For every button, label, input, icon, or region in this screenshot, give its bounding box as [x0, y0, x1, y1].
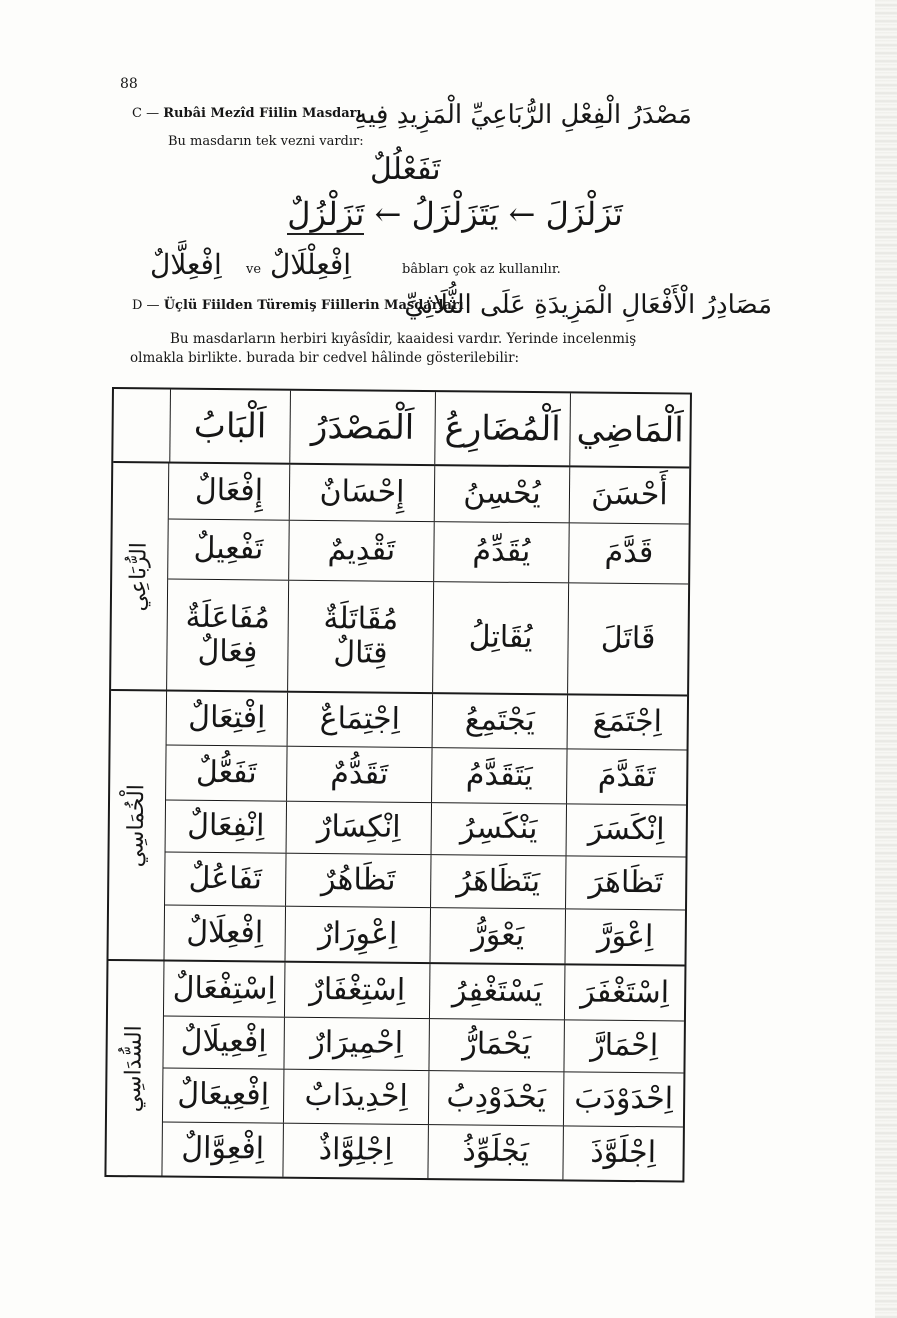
- table-row: [168, 520, 689, 585]
- masdar-form: اِجْلِوَّاذٌ: [318, 1132, 393, 1168]
- cell-bab: [168, 520, 289, 580]
- cell-madi: اِحْمَارَّ: [563, 1021, 683, 1073]
- cell-madi: اِجْتَمَعَ: [567, 695, 687, 749]
- table-row: [163, 1017, 683, 1074]
- section-c-arabic-title: مَصْدَرُ الْفِعْلِ الرُّبَاعِيِّ الْمَزِيدِ فِيهِ: [354, 100, 692, 130]
- cell-mudari: يَتَظَاهَرُ: [430, 855, 565, 909]
- cell-bab: [166, 801, 286, 853]
- bab-form: اِفْعِيعَالٌ: [177, 1076, 270, 1113]
- single-form-pattern: تَفَعْلُلٌ: [370, 152, 441, 187]
- masdar-form: تَقَدُّمٌ: [330, 755, 389, 792]
- table-row: [167, 692, 687, 751]
- header-mudari: اَلْمُضَارِعُ: [434, 392, 570, 465]
- cell-bab: [167, 580, 288, 691]
- cell-bab: [169, 464, 290, 520]
- masdar-form: اِعْوِرَارٌ: [318, 915, 398, 952]
- section-c-title-text: Rubâi Mezîd Fiilin Masdarı: [163, 106, 362, 121]
- cell-bab: [167, 692, 287, 746]
- table-row: [167, 580, 688, 695]
- bab-form: فِعَالٌ: [197, 633, 258, 670]
- rare-forms-line: [150, 248, 580, 292]
- masdar-form: قِتَالٌ: [333, 635, 388, 671]
- bab-form: إِفْعَالٌ: [194, 473, 264, 509]
- cell-madi: أَحْسَنَ: [569, 467, 690, 523]
- cell-masdar: [287, 693, 432, 747]
- cell-madi: اِحْدَوْدَبَ: [563, 1072, 683, 1126]
- cell-mudari: يَعْوَرُّ: [429, 908, 565, 963]
- bab-form: اِفْتِعَالٌ: [188, 699, 266, 736]
- cell-madi: اِعْوَرَّ: [564, 910, 685, 965]
- cell-masdar: [285, 907, 431, 962]
- derivation-present: يَتَزَلْزَلُ: [411, 195, 499, 233]
- cell-masdar: [289, 465, 435, 521]
- masdar-form: اِجْتِمَاعٌ: [319, 701, 401, 737]
- bab-form: اِسْتِفْعَالٌ: [172, 970, 276, 1007]
- masdar-table: [104, 387, 692, 1183]
- cell-bab: [164, 962, 285, 1018]
- table-row: [165, 852, 685, 911]
- cell-bab: [163, 1069, 283, 1123]
- table-row: [164, 962, 685, 1022]
- derivation-arrow-1: ←: [508, 195, 536, 233]
- group-rubai: [111, 463, 689, 695]
- masdar-form: اِحْدِيدَابٌ: [304, 1077, 409, 1114]
- section-c-note: Bu masdarın tek vezni vardır:: [168, 134, 364, 149]
- cell-masdar: [286, 746, 432, 802]
- header-madi: اَلْمَاضِي: [569, 393, 690, 466]
- group-khumasi: [109, 689, 688, 965]
- rare-form-1: اِفْعِلَّالٌ: [150, 248, 222, 281]
- cell-madi: اِنْكَسَرَ: [566, 805, 686, 857]
- cell-mudari: يُحْسِنُ: [434, 466, 570, 522]
- cell-mudari: يَسْتَغْفِرُ: [429, 964, 565, 1020]
- group-sudasi-rows: [162, 962, 684, 1181]
- cell-masdar: [282, 1123, 428, 1178]
- masdar-form: اِحْمِيرَارٌ: [310, 1025, 404, 1062]
- table-row: [165, 906, 685, 965]
- bab-form: اِفْعِيلَالٌ: [180, 1024, 267, 1060]
- table-row: [166, 801, 686, 858]
- group-label-sudasi: السُّدَاسِي: [104, 961, 164, 1176]
- cell-madi: تَظَاهَرَ: [565, 856, 685, 910]
- derivation-masdar: تَزَلْزُلٌ: [287, 195, 365, 233]
- cell-madi: اِسْتَغْفَرَ: [564, 965, 685, 1021]
- section-c-letter: C —: [132, 106, 160, 121]
- cell-mudari: يَتَقَدَّمُ: [431, 748, 567, 804]
- section-d-title-text: Üçlü Fiilden Türemiş Fiillerin Masdarları: [163, 298, 464, 313]
- section-d-arabic-title: مَصَادِرُ الْأَفْعَالِ الْمَزِيدَةِ عَلَى الثُّلَاثِيِّ: [404, 290, 772, 320]
- cell-masdar: [285, 853, 430, 907]
- bab-form: اِنْفِعَالٌ: [186, 807, 265, 844]
- cell-bab: [163, 1017, 283, 1069]
- cell-bab: [165, 906, 286, 961]
- bab-form: تَفْعِيلٌ: [193, 531, 264, 567]
- cell-masdar: [284, 963, 430, 1019]
- page-number: 88: [120, 76, 138, 92]
- section-d-heading: [132, 290, 772, 334]
- cell-masdar: [283, 1018, 428, 1070]
- section-d-letter: D —: [132, 298, 160, 313]
- section-c-title: [132, 106, 361, 121]
- header-bab: اَلْبَابُ: [169, 390, 290, 463]
- masdar-form: اِنْكِسَارٌ: [316, 809, 401, 846]
- cell-madi: قَدَّمَ: [568, 523, 689, 583]
- bab-form: اِفْعِلَالٌ: [186, 914, 264, 951]
- cell-mudari: يَنْكَسِرُ: [431, 803, 566, 855]
- bab-form: مُفَاعَلَةٌ: [185, 599, 271, 636]
- intro-line-2: olmakla birlikte. burada bir cedvel hâlinde gösterilebilir:: [130, 350, 520, 366]
- section-d-intro: [130, 330, 730, 368]
- cell-mudari: يَجْلَوِّذُ: [427, 1125, 563, 1180]
- masdar-form: تَقْدِيمٌ: [327, 532, 396, 568]
- group-label-khumasi: الْخُمَاسِي: [107, 691, 168, 960]
- masdar-form: تَظَاهُرٌ: [320, 861, 396, 898]
- rare-form-tail: bâbları çok az kullanılır.: [402, 262, 561, 277]
- bab-form: تَفَعُّلٌ: [195, 754, 257, 791]
- cell-mudari: يَحْدَوْدِبُ: [428, 1071, 563, 1125]
- group-sudasi: [106, 959, 684, 1181]
- masdar-form: إِحْسَانٌ: [319, 474, 405, 511]
- cell-mudari: يُقَدِّمُ: [433, 522, 569, 582]
- header-masdar: اَلْمَصْدَرُ: [289, 391, 435, 464]
- table-header-row: [113, 389, 690, 469]
- derivation-line: [270, 195, 640, 245]
- table-row: [166, 745, 687, 806]
- cell-madi: قَاتَلَ: [567, 583, 688, 694]
- cell-masdar: [288, 521, 434, 581]
- cell-madi: تَقَدَّمَ: [566, 749, 687, 805]
- derivation-arrow-2: ←: [374, 195, 402, 233]
- bab-form: تَفَاعُلٌ: [188, 860, 263, 897]
- group-khumasi-rows: [165, 692, 688, 965]
- rare-form-2: اِفْعِلْلَالٌ: [270, 248, 351, 281]
- masdar-form: اِسْتِغْفَارٌ: [309, 971, 406, 1008]
- cell-madi: اِجْلَوَّذَ: [562, 1126, 683, 1181]
- cell-bab: [162, 1122, 283, 1177]
- table-row: [163, 1069, 683, 1127]
- masdar-form: مُقَاتَلَةٌ: [323, 600, 399, 637]
- header-corner: [111, 389, 170, 462]
- cell-masdar: [286, 802, 431, 854]
- intro-line-1: Bu masdarların herbiri kıyâsîdir, kaaidesi vardır. Yerinde incelenmiş: [170, 331, 637, 347]
- rare-form-connector: ve: [246, 262, 262, 277]
- derivation-past: تَزَلْزَلَ: [545, 195, 623, 233]
- cell-masdar: [283, 1070, 428, 1124]
- cell-masdar: [287, 581, 433, 692]
- cell-bab: [165, 852, 285, 906]
- cell-mudari: يَجْتَمِعُ: [432, 694, 567, 748]
- scan-edge: [875, 0, 897, 1318]
- bab-form: اِفْعِوَّالٌ: [181, 1130, 265, 1167]
- table-row: [169, 464, 690, 525]
- group-label-rubai: الرُّبَاعِي: [109, 463, 169, 690]
- cell-mudari: يُقَاتِلُ: [432, 582, 568, 693]
- group-rubai-rows: [167, 464, 689, 695]
- cell-bab: [166, 745, 287, 801]
- table-row: [162, 1122, 682, 1180]
- cell-mudari: يَحْمَارُّ: [428, 1020, 563, 1072]
